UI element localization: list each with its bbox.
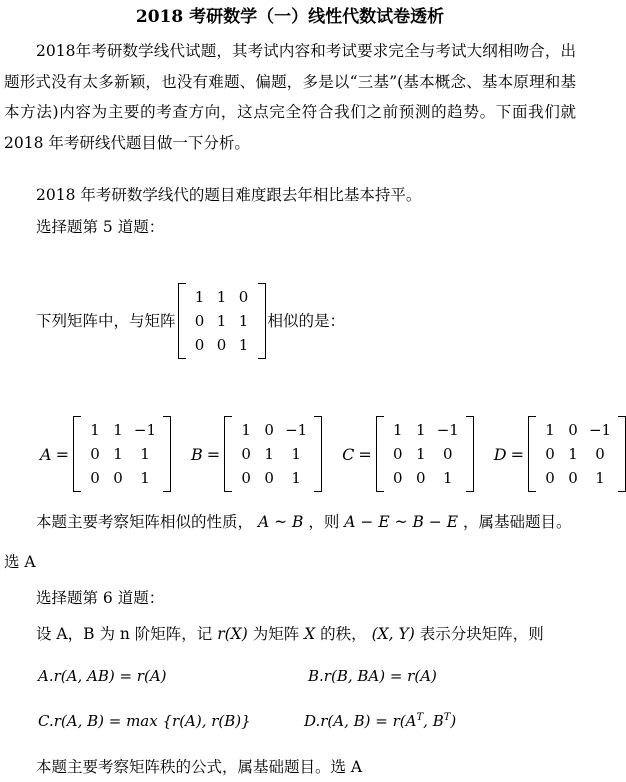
option-matrix-cell: 1: [416, 445, 426, 463]
q5-options: [40, 416, 626, 492]
option-matrix-cell: 0: [545, 445, 555, 463]
option-matrix-cell: −1: [436, 421, 459, 439]
intro-paragraph: 2018年考研数学线代试题，其考试内容和考试要求完全与考试大纲相吻合，出题形式没有太多新颖，也没有难题、偏题，多是以“三基”(基本概念、基本原理和基本方法)内容为主要的考查方向，这点完全符合我们之前预测的趋势。下面我们就 2018 年考研线代题目做一下分析。: [4, 42, 576, 152]
option-matrix-cell: 1: [545, 421, 555, 439]
bracket-right: [314, 416, 322, 492]
bracket-right: [466, 416, 474, 492]
q6-option-a: A.r(A, AB) = r(A): [38, 667, 167, 685]
option-matrix-cell: −1: [588, 421, 612, 439]
equals-sign: =: [55, 444, 69, 464]
option-matrix-cell: −1: [133, 421, 157, 439]
option-matrix-cell: 0: [393, 469, 403, 487]
main-matrix-grid: [186, 283, 258, 359]
q6-analysis: 本题主要考察矩阵秩的公式，属基础题目。选 A: [36, 758, 363, 776]
option-matrix-cell: 0: [568, 421, 578, 439]
q5-option-a: [40, 416, 171, 492]
q6-option-b: B.r(B, BA) = r(A): [308, 667, 437, 685]
q5-prompt-after: 相似的是：: [267, 312, 346, 330]
option-matrix-cell: 0: [595, 445, 605, 463]
q5-option-c: [342, 416, 474, 492]
q5-option-matrix: [376, 416, 474, 492]
q6-option-d-mid: , B: [423, 712, 444, 730]
q5-analysis-math1: A ~ B: [257, 513, 304, 531]
q5-main-matrix: [178, 283, 266, 359]
option-matrix-cell: 0: [241, 445, 251, 463]
q6-prompt-m3: (X, Y): [371, 625, 415, 643]
option-matrix-cell: 1: [291, 469, 301, 487]
option-matrix-cell: 1: [416, 421, 426, 439]
q5-option-matrix: [224, 416, 322, 492]
option-matrix-cell: 0: [416, 469, 426, 487]
q6-option-d-sup1: T: [416, 712, 424, 723]
equals-sign: =: [510, 444, 525, 464]
option-matrix-grid: [232, 416, 314, 492]
bracket-left: [73, 416, 81, 492]
option-matrix-cell: 0: [393, 445, 403, 463]
q5-analysis-after: ，属基础题目。: [462, 513, 572, 531]
main-matrix-cell: 0: [238, 288, 249, 306]
q6-option-d-suffix: ): [450, 712, 457, 730]
main-matrix-cell: 1: [238, 312, 249, 330]
option-matrix-cell: 1: [443, 469, 453, 487]
main-matrix-cell: 0: [194, 336, 205, 354]
q5-answer: 选 A: [4, 553, 36, 571]
q5-option-b: [191, 416, 322, 492]
main-matrix-cell: 1: [238, 336, 249, 354]
q6-prompt-2: 为矩阵: [252, 625, 300, 643]
q6-prompt: [36, 619, 544, 649]
q6-prompt-3: 的秩，: [320, 625, 367, 643]
bracket-right: [163, 416, 171, 492]
bracket-right: [618, 416, 626, 492]
q5-option-label: D: [493, 444, 507, 464]
q6-heading: 选择题第 6 道题：: [36, 589, 165, 607]
option-matrix-cell: 0: [90, 445, 100, 463]
q5-option-label: A: [40, 444, 52, 464]
option-matrix-cell: 0: [443, 445, 453, 463]
q5-analysis-before: 本题主要考察矩阵相似的性质，: [36, 513, 254, 531]
q5-heading: 选择题第 5 道题：: [36, 218, 165, 236]
option-matrix-cell: 0: [264, 421, 274, 439]
q6-option-d-prefix: D.r(A, B) = r(A: [304, 712, 417, 730]
q5-option-d: [494, 416, 626, 492]
bracket-left: [224, 416, 232, 492]
main-matrix-cell: 1: [216, 288, 227, 306]
equals-sign: =: [206, 444, 221, 464]
option-matrix-cell: 0: [545, 469, 555, 487]
option-matrix-cell: 0: [90, 469, 100, 487]
q5-option-matrix: [73, 416, 171, 492]
q5-analysis-mid: ，则: [308, 513, 340, 531]
q6-prompt-m2: X: [304, 625, 316, 643]
q5-analysis-math2: A − E ~ B − E: [344, 513, 459, 531]
difficulty-text: 2018 年考研数学线代的题目难度跟去年相比基本持平。: [36, 186, 422, 204]
option-matrix-cell: 1: [291, 445, 301, 463]
option-matrix-cell: 0: [241, 469, 251, 487]
option-matrix-grid: [384, 416, 466, 492]
option-matrix-cell: 1: [140, 445, 150, 463]
option-matrix-cell: 0: [264, 469, 274, 487]
q5-option-matrix: [528, 416, 626, 492]
option-matrix-cell: 1: [595, 469, 605, 487]
option-matrix-cell: 1: [140, 469, 150, 487]
bracket-right: [258, 283, 266, 359]
main-matrix-cell: 1: [194, 288, 205, 306]
q6-option-c: C.r(A, B) = max {r(A), r(B)}: [38, 712, 251, 730]
q6-prompt-m1: r(X): [217, 625, 248, 643]
option-matrix-cell: 1: [241, 421, 251, 439]
option-matrix-cell: 1: [568, 445, 578, 463]
q6-option-d: [304, 712, 456, 730]
main-matrix-cell: 1: [216, 312, 227, 330]
option-matrix-cell: 1: [393, 421, 403, 439]
option-matrix-grid: [536, 416, 618, 492]
q5-prompt-before: 下列矩阵中，与矩阵: [36, 312, 176, 330]
q6-prompt-1: 设 A，B 为 n 阶矩阵，记: [36, 625, 213, 643]
q5-prompt: [36, 283, 345, 359]
option-matrix-cell: 0: [568, 469, 578, 487]
option-matrix-cell: 1: [113, 445, 123, 463]
option-matrix-cell: −1: [285, 421, 308, 439]
page-title: 2018 考研数学（一）线性代数试卷透析: [135, 7, 445, 27]
option-matrix-grid: [81, 416, 163, 492]
equals-sign: =: [358, 444, 372, 464]
main-matrix-cell: 0: [216, 336, 227, 354]
bracket-left: [178, 283, 186, 359]
q5-analysis: [36, 507, 571, 537]
option-matrix-cell: 0: [113, 469, 123, 487]
option-matrix-cell: 1: [264, 445, 274, 463]
q5-option-label: C: [342, 444, 355, 464]
q5-option-label: B: [190, 444, 203, 464]
q6-option-d-sup2: T: [443, 712, 451, 723]
main-matrix-cell: 0: [194, 312, 205, 330]
bracket-left: [528, 416, 536, 492]
option-matrix-cell: 1: [90, 421, 100, 439]
bracket-left: [376, 416, 384, 492]
option-matrix-cell: 1: [113, 421, 123, 439]
q6-prompt-4: 表示分块矩阵，则: [419, 625, 544, 643]
